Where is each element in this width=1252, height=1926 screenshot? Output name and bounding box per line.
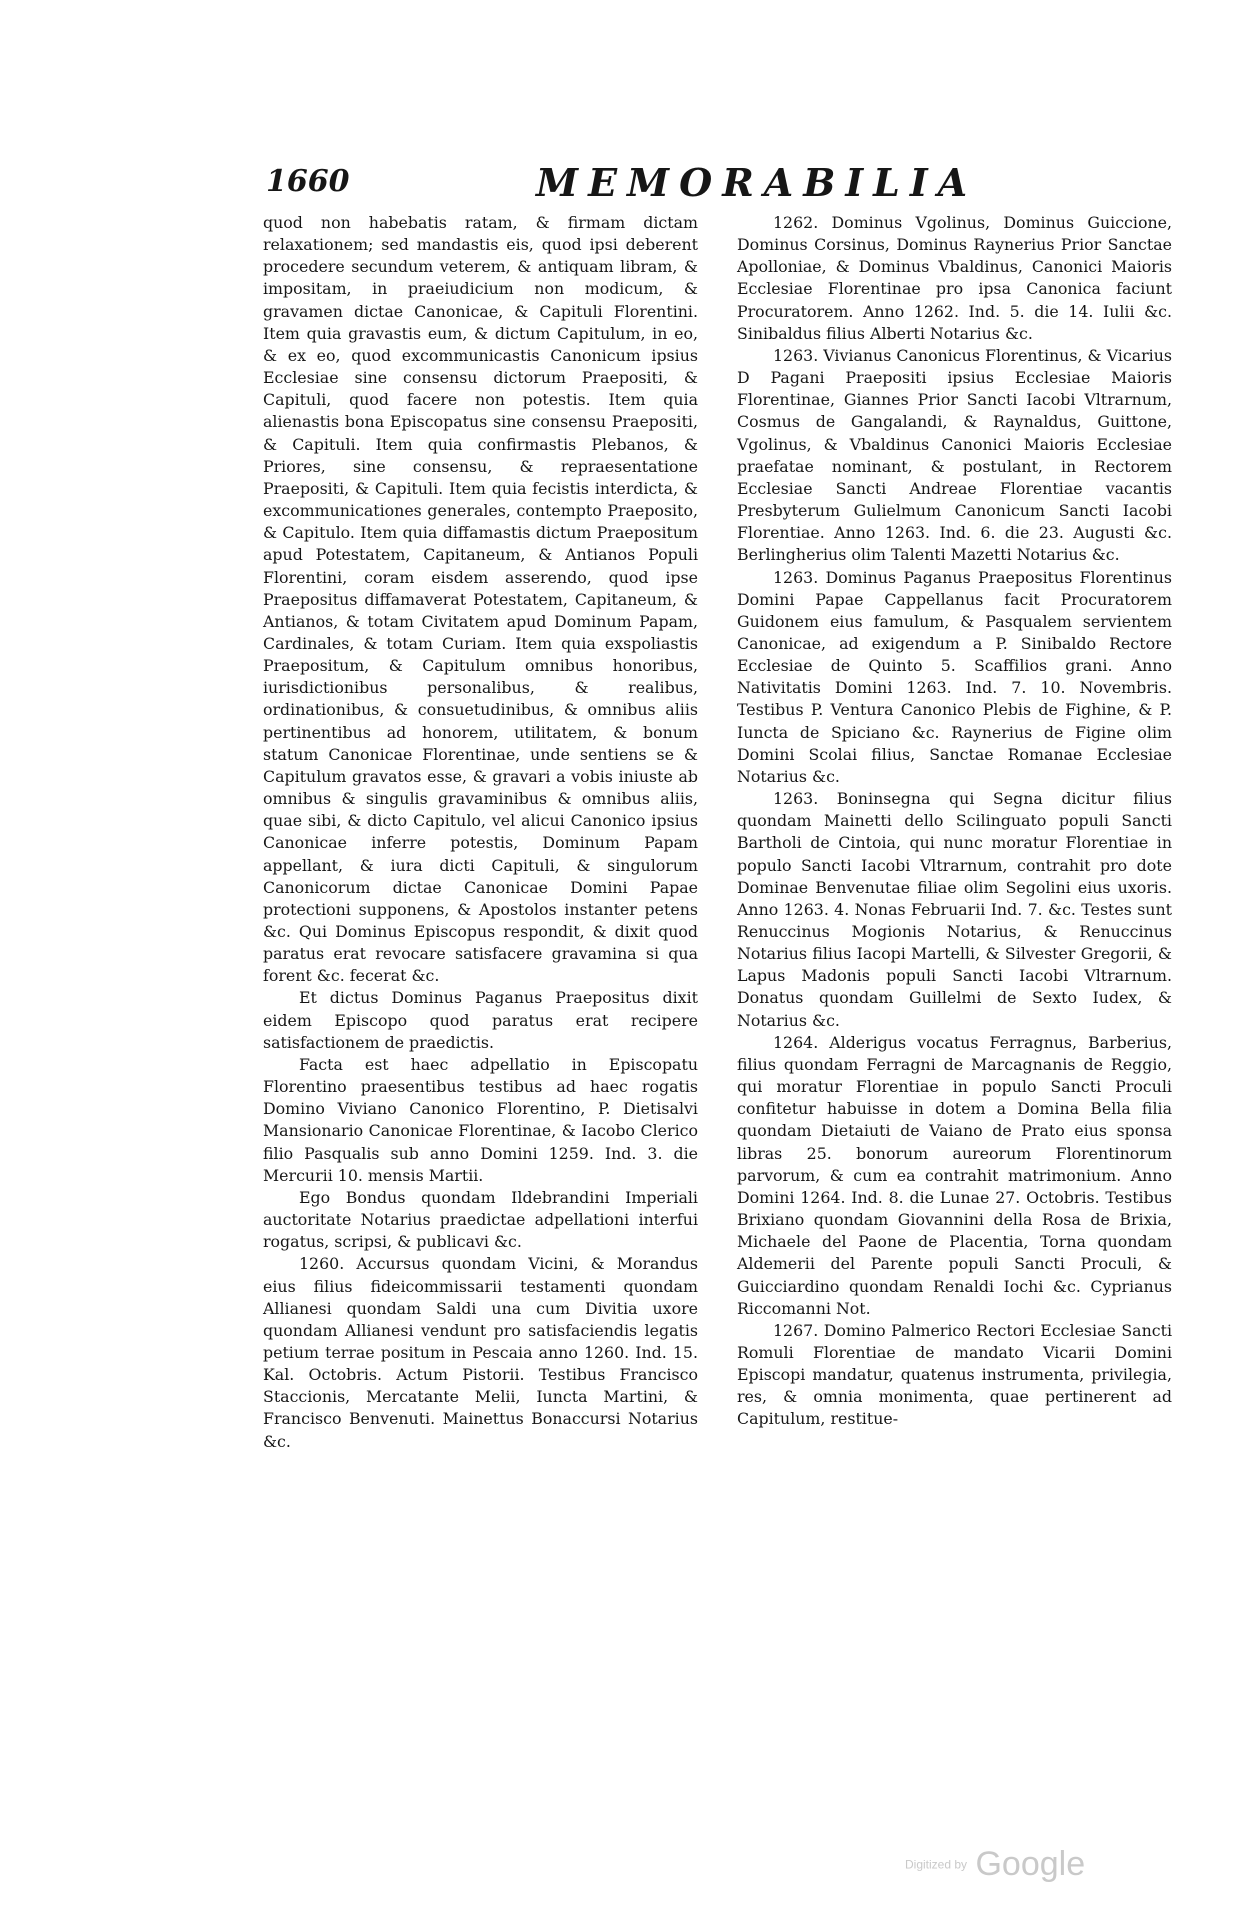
paragraph: 1264. Alderigus vocatus Ferragnus, Barberius, filius quondam Ferragni de Marcagnanis de Reggio, qui moratur Florentiae in populo Sancti Proculi confitetur habuisse in dotem a Domina Bella filia quondam Dietaiuti de Vaiano de Prato eius sponsa libras 25. bonorum aureorum Florentinorum parvorum, & cum ea contrahit matrimonium. Anno Domini 1264. Ind. 8. die Lunae 27. Octobris. Testibus Brixiano quondam Giovannini della Rosa de Brixia, Michaele del Paone de Placentia, Torna quondam Aldemerii del Parente populi Sancti Proculi, & Guicciardino quondam Renaldi Iochi &c. Cyprianus Riccomanni Not. <box>737 1032 1172 1318</box>
paragraph: 1263. Dominus Paganus Praepositus Florentinus Domini Papae Cappellanus facit Procuratorem Guidonem eius famulum, & Pasqualem servientem Canonicae, ad exigendum a P. Sinibaldo Rectore Ecclesiae de Quinto 5. Scaffilios grani. Anno Nativitatis Domini 1263. Ind. 7. 10. Novembris. Testibus P. Ventura Canonico Plebis de Fighine, & P. Iuncta de Spiciano &c. Raynerius de Figine olim Domini Scolai filius, Sanctae Romanae Ecclesiae Notarius &c. <box>737 567 1172 786</box>
digitized-watermark <box>905 1845 1085 1884</box>
running-title: MEMORABILIA <box>536 160 978 205</box>
paragraph: quod non habebatis ratam, & firmam dictam relaxationem; sed mandastis eis, quod ipsi deberent procedere secundum veterem, & antiquam libram, & impositam, in praeiudicium non modicum, & gravamen dictae Canonicae, & Capituli Florentini. Item quia gravastis eum, & dictum Capitulum, in eo, & ex eo, quod excommunicastis Canonicum ipsius Ecclesiae sine consensu dictorum Praepositi, & Capituli, quod facere non potestis. Item quia alienastis bona Episcopatus sine consensu Praepositi, & Capituli. Item quia confirmastis Plebanos, & Priores, sine consensu, & repraesentatione Praepositi, & Capituli. Item quia fecistis interdicta, & excommunicationes generales, contempto Praeposito, & Capitulo. Item quia diffamastis dictum Praepositum apud Potestatem, Capitaneum, & Antianos Populi Florentini, coram eisdem asserendo, quod ipse Praepositus diffamaverat Potestatem, Capitaneum, & Antianos, & totam Civitatem apud Dominum Papam, Cardinales, & totam Curiam. Item quia exspoliastis Praepositum, & Capitulum omnibus honoribus, iurisdictionibus personalibus, & realibus, ordinationibus, & consuetudinibus, & omnibus aliis pertinentibus ad honorem, utilitatem, & bonum statum Canonicae Florentinae, unde sentiens se & Capitulum gravatos esse, & gravari a vobis iniuste ab omnibus & singulis gravaminibus & omnibus aliis, quae sibi, & dicto Capitulo, vel alicui Canonico ipsius Canonicae inferre potestis, Dominum Papam appellant, & iura dicti Capituli, & singulorum Canonicorum dictae Canonicae Domini Papae protectioni supponens, & Apostolos instanter petens &c. Qui Dominus Episcopus respondit, & dixit quod paratus erat revocare satisfacere gravamina si qua forent &c. fecerat &c. <box>263 213 698 986</box>
page-number: 1660 <box>266 164 350 199</box>
paragraph: 1267. Domino Palmerico Rectori Ecclesiae Sancti Romuli Florentiae de mandato Vicarii Domini Episcopi mandatur, quatenus instrumenta, privilegia, res, & omnia monimenta, quae pertinerent ad Capitulum, restitue- <box>737 1320 1172 1429</box>
paragraph: Facta est haec adpellatio in Episcopatu Florentino praesentibus testibus ad haec rogatis Domino Viviano Canonico Florentino, P. Dietisalvi Mansionario Canonicae Florentinae, & Iacobo Clerico filio Pasqualis sub anno Domini 1259. Ind. 3. die Mercurii 10. mensis Martii. <box>263 1054 698 1185</box>
paragraph: 1260. Accursus quondam Vicini, & Morandus eius filius fideicommissarii testamenti quondam Allianesi quondam Saldi una cum Divitia uxore quondam Allianesi vendunt pro satisfaciendis legatis petium terrae positum in Pescaia anno 1260. Ind. 15. Kal. Octobris. Actum Pistorii. Testibus Francisco Staccionis, Mercatante Melii, Iuncta Martini, & Francisco Benvenuti. Mainettus Bonaccursi Notarius &c. <box>263 1254 698 1451</box>
page-header <box>256 160 1176 206</box>
watermark-prefix: Digitized by <box>905 1857 968 1872</box>
paragraph: 1263. Vivianus Canonicus Florentinus, & Vicarius D Pagani Praepositi ipsius Ecclesiae Maioris Florentinae, Giannes Prior Sancti Iacobi Vltrarnum, Cosmus de Gangalandi, & Raynaldus, Guittone, Vgolinus, & Vbaldinus Canonici Maioris Ecclesiae praefatae nominant, & postulant, in Rectorem Ecclesiae Sancti Andreae Florentiae vacantis Presbyterum Gulielmum Canonicum Sancti Iacobi Florentiae. Anno 1263. Ind. 6. die 23. Augusti &c. Berlingherius olim Talenti Mazetti Notarius &c. <box>737 345 1172 565</box>
watermark-logo: Google <box>975 1845 1086 1883</box>
paragraph: Ego Bondus quondam Ildebrandini Imperiali auctoritate Notarius praedictae adpellationi interfui rogatus, scripsi, & publicavi &c. <box>263 1187 698 1252</box>
paragraph: 1262. Dominus Vgolinus, Dominus Guiccione, Dominus Corsinus, Dominus Raynerius Prior Sanctae Apolloniae, & Dominus Vbaldinus, Canonici Maioris Ecclesiae Florentinae pro ipsa Canonica faciunt Procuratorem. Anno 1262. Ind. 5. die 14. Iulii &c. Sinibaldus filius Alberti Notarius &c. <box>737 213 1172 343</box>
paragraph: Et dictus Dominus Paganus Praepositus dixit eidem Episcopo quod paratus erat recipere satisfactionem de praedictis. <box>263 988 698 1052</box>
right-column <box>737 212 1172 1431</box>
left-column <box>263 212 698 1453</box>
paragraph: 1263. Boninsegna qui Segna dicitur filius quondam Mainetti dello Scilinguato populi Sancti Bartholi de Cintoia, qui nunc moratur Florentiae in populo Sancti Iacobi Vltrarnum, contrahit pro dote Dominae Benvenutae filiae olim Segolini eius uxoris. Anno 1263. 4. Nonas Februarii Ind. 7. &c. Testes sunt Renuccinus Mogionis Notarius, & Renuccinus Notarius filius Iacopi Martelli, & Silvester Gregorii, & Lapus Madonis populi Sancti Iacobi Vltrarnum. Donatus quondam Guillelmi de Sexto Iudex, & Notarius &c. <box>737 789 1172 1030</box>
